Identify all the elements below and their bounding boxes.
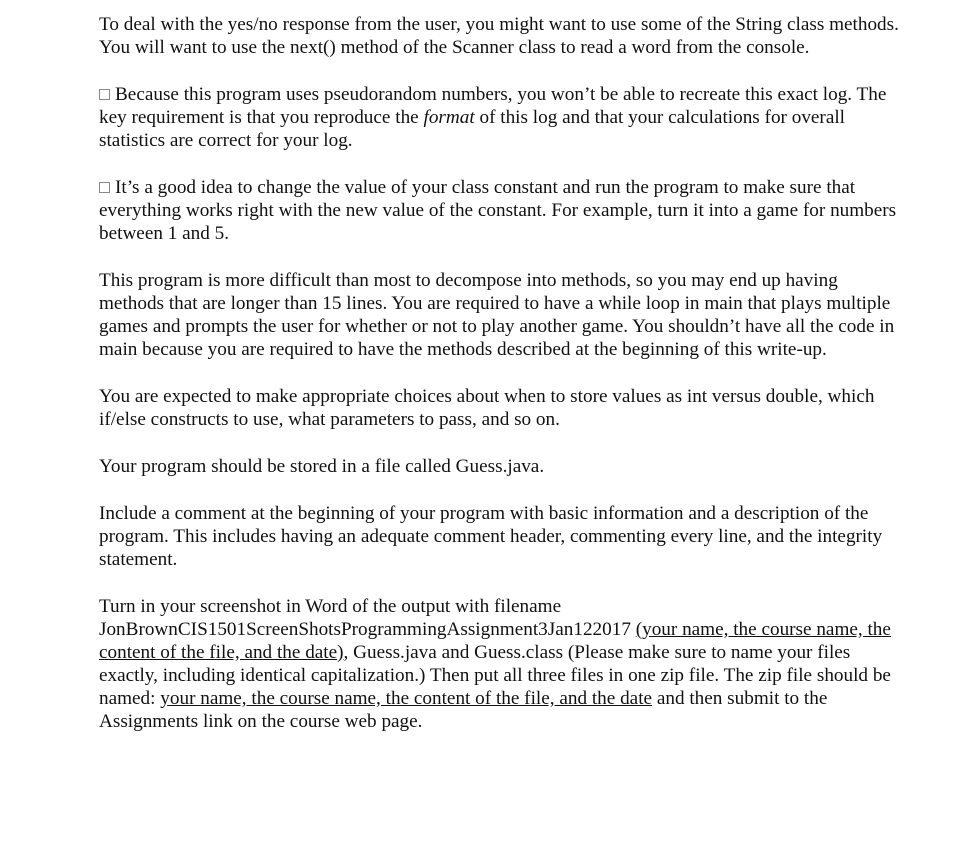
emphasis-text: format — [423, 107, 475, 128]
paragraph-text: , Guess.java and Guess.class (Please make sure to name your files exactly, including identical capitalization.) Then put all three files in one zip file. The zip file should be named: — [99, 642, 891, 709]
checkbox-icon — [99, 182, 110, 193]
paragraph-decompose — [99, 269, 899, 361]
paragraph-text: You are expected to make appropriate choices about when to store values as int versus double, which if/else constructs to use, what parameters to pass, and so on. — [99, 386, 875, 430]
document-page — [99, 13, 899, 757]
paragraph-turn-in — [99, 595, 899, 733]
checkbox-icon — [99, 89, 110, 100]
paragraph-text: It’s a good idea to change the value of your class constant and run the program to make sure that everything works right with the new value of the constant. For example, turn it into a game for numbers between 1 and 5. — [99, 177, 897, 244]
paragraph-string-methods — [99, 13, 899, 59]
paragraph-text: Turn in your screenshot in Word of the output with filename JonBrownCIS1501ScreenShotsProgrammingAssignment3Jan122017 — [99, 596, 636, 640]
paragraph-class-constant — [99, 176, 899, 245]
paragraph-comment — [99, 502, 899, 571]
paragraph-text: of this log and that your calculations for overall statistics are correct for your log. — [99, 107, 845, 151]
paragraph-choices — [99, 385, 899, 431]
underlined-text: your name, the course name, the content of the file, and the date — [160, 688, 653, 709]
paragraph-text: This program is more difficult than most to decompose into methods, so you may end up having methods that are longer than 15 lines. You are required to have a while loop in main that plays multiple games and prompts the user for whether or not to play another game. You shouldn’t have all the code in main because you are required to have the methods described at the beginning of this write-up. — [99, 270, 895, 360]
paragraph-text: To deal with the yes/no response from the user, you might want to use some of the String class methods. You will want to use the next() method of the Scanner class to read a word from the console. — [99, 14, 899, 58]
paragraph-text: and then submit to the Assignments link on the course web page. — [99, 688, 828, 732]
paragraph-text: Your program should be stored in a file called Guess.java. — [99, 456, 545, 477]
paragraph-text: Because this program uses pseudorandom numbers, you won’t be able to recreate this exact log. The key requirement is that you reproduce the — [99, 84, 887, 128]
paragraph-text: Include a comment at the beginning of your program with basic information and a description of the program. This includes having an adequate comment header, commenting every line, and the integrity statement. — [99, 503, 883, 570]
underlined-text: (your name, the course name, the content of the file, and the date) — [99, 619, 891, 663]
paragraph-filename — [99, 455, 899, 478]
paragraph-pseudorandom — [99, 83, 899, 152]
